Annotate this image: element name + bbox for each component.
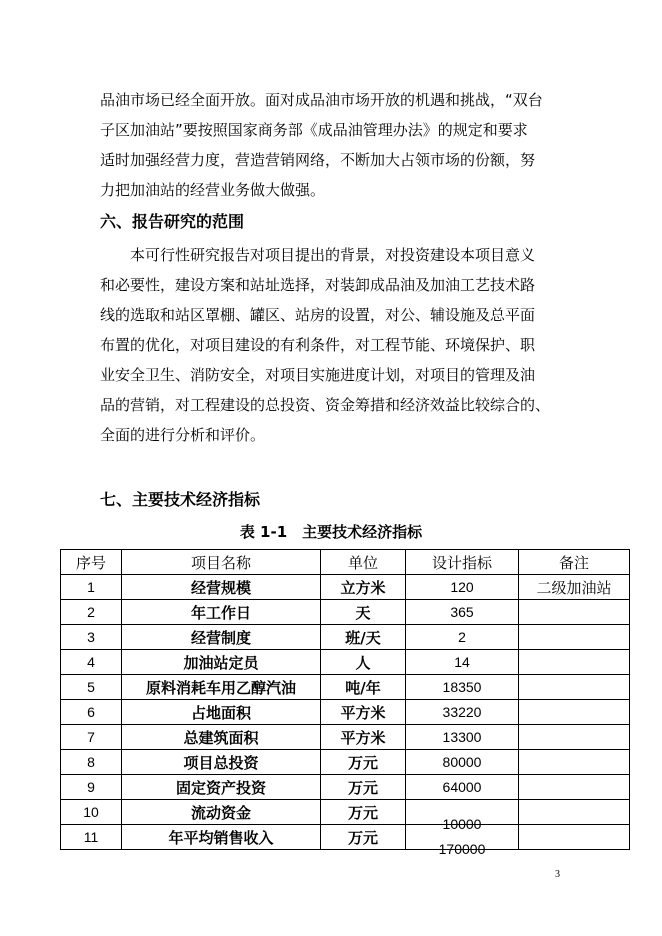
row-number: 5 (61, 675, 122, 700)
remark (519, 750, 630, 775)
item-name: 经营制度 (122, 625, 321, 650)
item-name: 项目总投资 (122, 750, 321, 775)
table-caption: 表 1-1 主要技术经济指标 (239, 523, 423, 541)
remark (519, 600, 630, 625)
row-number: 9 (61, 775, 122, 800)
unit: 万元 (321, 825, 406, 850)
row-number: 3 (61, 625, 122, 650)
table-row (61, 650, 630, 675)
table-row (61, 750, 630, 775)
section-6-paragraph (100, 240, 570, 450)
item-name: 占地面积 (122, 700, 321, 725)
remark (519, 775, 630, 800)
intro-line: 子区加油站”要按照国家商务部《成品油管理办法》的规定和要求 (100, 121, 528, 139)
item-name: 总建筑面积 (122, 725, 321, 750)
item-name: 流动资金 (122, 800, 321, 825)
column-header: 单位 (321, 550, 406, 575)
table-row (61, 725, 630, 750)
row-number: 2 (61, 600, 122, 625)
design-value: 2 (406, 625, 519, 650)
section-6-line: 业安全卫生、消防安全，对项目实施进度计划，对项目的管理及油 (100, 366, 536, 384)
row-number: 7 (61, 725, 122, 750)
design-value: 14 (406, 650, 519, 675)
section-6-line: 本可行性研究报告对项目提出的背景，对投资建设本项目意义 (130, 246, 536, 264)
column-header: 序号 (61, 550, 122, 575)
remark (519, 650, 630, 675)
intro-line: 适时加强经营力度，营造营销网络，不断加大占领市场的份额，努 (100, 151, 536, 169)
page-number: 3 (555, 869, 560, 880)
design-value: 13300 (406, 725, 519, 750)
item-name: 加油站定员 (122, 650, 321, 675)
unit: 人 (321, 650, 406, 675)
unit: 平方米 (321, 700, 406, 725)
table-row (61, 700, 630, 725)
remark (519, 800, 630, 825)
remark (519, 625, 630, 650)
design-value: 10000 (442, 816, 482, 832)
item-name: 经营规模 (122, 575, 321, 600)
unit: 万元 (321, 750, 406, 775)
design-value: 64000 (406, 775, 519, 800)
intro-line: 力把加油站的经营业务做大做强。 (100, 181, 326, 199)
table-row (61, 625, 630, 650)
item-name: 固定资产投资 (122, 775, 321, 800)
remark (519, 675, 630, 700)
item-name: 年工作日 (122, 600, 321, 625)
section-6-line: 品的营销，对工程建设的总投资、资金筹措和经济效益比较综合的、 (100, 396, 551, 414)
design-value: 33220 (406, 700, 519, 725)
column-header: 项目名称 (122, 550, 321, 575)
row-number: 11 (61, 825, 122, 850)
design-value: 365 (406, 600, 519, 625)
item-name: 年平均销售收入 (122, 825, 321, 850)
unit: 吨/年 (321, 675, 406, 700)
design-value-cell (406, 800, 519, 832)
intro-line: 品油市场已经全面开放。面对成品油市场开放的机遇和挑战，“双台 (100, 91, 543, 109)
table-row (61, 825, 630, 850)
row-number: 10 (61, 800, 122, 825)
design-value: 18350 (406, 675, 519, 700)
intro-paragraph (100, 85, 570, 205)
table-row (61, 675, 630, 700)
unit: 立方米 (321, 575, 406, 600)
remark (519, 700, 630, 725)
design-value: 170000 (438, 841, 486, 857)
unit: 平方米 (321, 725, 406, 750)
column-header: 备注 (519, 550, 630, 575)
remark (519, 825, 630, 850)
row-number: 4 (61, 650, 122, 675)
item-name: 原料消耗车用乙醇汽油 (122, 675, 321, 700)
section-6-line: 布置的优化，对项目建设的有利条件，对工程节能、环境保护、职 (100, 336, 536, 354)
table-row (61, 600, 630, 625)
unit: 天 (321, 600, 406, 625)
table-row (61, 575, 630, 600)
unit: 班/天 (321, 625, 406, 650)
table-row (61, 775, 630, 800)
section-6-line: 线的选取和站区罩棚、罐区、站房的设置，对公、辅设施及总平面 (100, 306, 536, 324)
row-number: 6 (61, 700, 122, 725)
unit: 万元 (321, 800, 406, 825)
indicators-table (60, 549, 630, 857)
remark (519, 725, 630, 750)
section-7-heading: 七、主要技术经济指标 (100, 490, 261, 509)
row-number: 8 (61, 750, 122, 775)
remark: 二级加油站 (519, 575, 630, 600)
row-number: 1 (61, 575, 122, 600)
table-row (61, 800, 630, 825)
design-value: 120 (406, 575, 519, 600)
section-6-line: 和必要性，建设方案和站址选择，对装卸成品油及加油工艺技术路 (100, 276, 536, 294)
design-value: 80000 (406, 750, 519, 775)
column-header: 设计指标 (406, 550, 519, 575)
unit: 万元 (321, 775, 406, 800)
section-6-heading: 六、报告研究的范围 (100, 212, 245, 231)
section-6-line: 全面的进行分析和评价。 (100, 426, 266, 444)
table-header-row (61, 550, 630, 575)
